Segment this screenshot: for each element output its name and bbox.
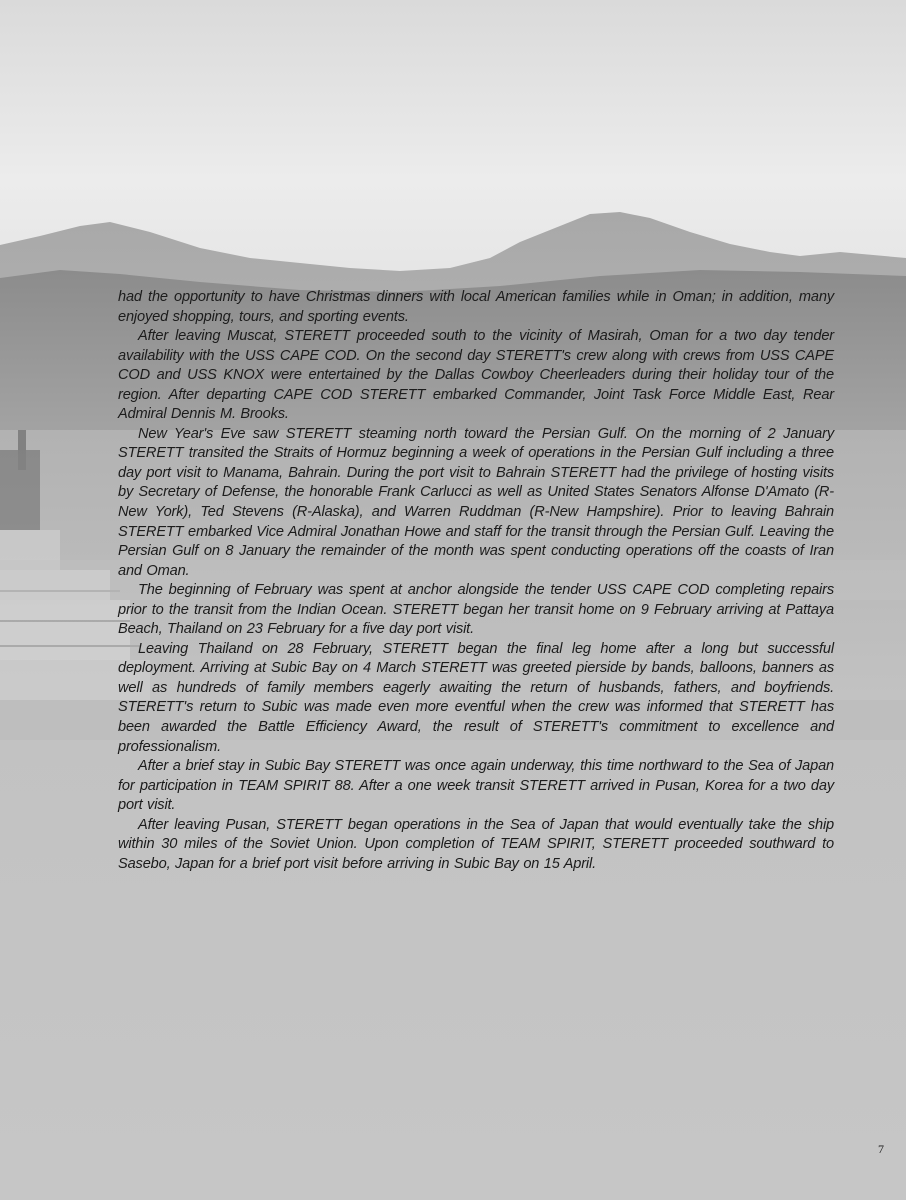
page-number: 7 (878, 1142, 884, 1156)
paragraph: After a brief stay in Subic Bay STERETT was once again underway, this time northward to the Sea of Japan for participation in TEAM SPIRIT 88. After a one week transit STERETT arrived in Pusan, Korea for a two day port visit. (118, 758, 834, 814)
paragraph: The beginning of February was spent at anchor alongside the tender USS CAPE COD completing repairs prior to the transit from the Indian Ocean. STERETT began her transit home on 9 February arriving at Pattaya Beach, Thailand on 23 February for a five day port visit. (118, 582, 834, 638)
body-text (118, 288, 834, 874)
paragraph: New Year's Eve saw STERETT steaming north toward the Persian Gulf. On the morning of 2 January STERETT transited the Straits of Hormuz beginning a week of operations in the Persian Gulf including a three day port visit to Manama, Bahrain. During the port visit to Bahrain STERETT had the privilege of hosting visits by Secretary of Defense, the honorable Frank Carlucci as well as United States Senators Alfonse D'Amato (R-New York), Ted Stevens (R-Alaska), and Warren Ruddman (R-New Hampshire). Prior to leaving Bahrain STERETT embarked Vice Admiral Jonathan Howe and staff for the transit through the Persian Gulf. Leaving the Persian Gulf on 8 January the remainder of the month was spent conducting operations off the coasts of Iran and Oman. (118, 425, 834, 579)
paragraph: After leaving Muscat, STERETT proceeded south to the vicinity of Masirah, Oman for a two day tender availability with the USS CAPE COD. On the second day STERETT's crew along with crews from USS CAPE COD and USS KNOX were entertained by the Dallas Cowboy Cheerleaders during their holiday tour of the region. After departing CAPE COD STERETT embarked Commander, Joint Task Force Middle East, Rear Admiral Dennis M. Brooks. (118, 328, 834, 423)
paragraph: After leaving Pusan, STERETT began operations in the Sea of Japan that would eventually take the ship within 30 miles of the Soviet Union. Upon completion of TEAM SPIRIT, STERETT proceeded southward to Sasebo, Japan for a brief port visit before arriving in Subic Bay on 15 April. (118, 816, 834, 872)
paragraph: Leaving Thailand on 28 February, STERETT began the final leg home after a long but successful deployment. Arriving at Subic Bay on 4 March STERETT was greeted pierside by bands, balloons, banners as well as hundreds of family members eagerly awaiting the return of husbands, fathers, and boyfriends. STERETT's return to Subic was made even more eventful when the crew was informed that STERETT has been awarded the Battle Efficiency Award, the result of STERETT's commitment to excellence and professionalism. (118, 640, 834, 755)
paragraph: had the opportunity to have Christmas dinners with local American families while in Oman; in addition, many enjoyed shopping, tours, and sporting events. (118, 289, 834, 325)
